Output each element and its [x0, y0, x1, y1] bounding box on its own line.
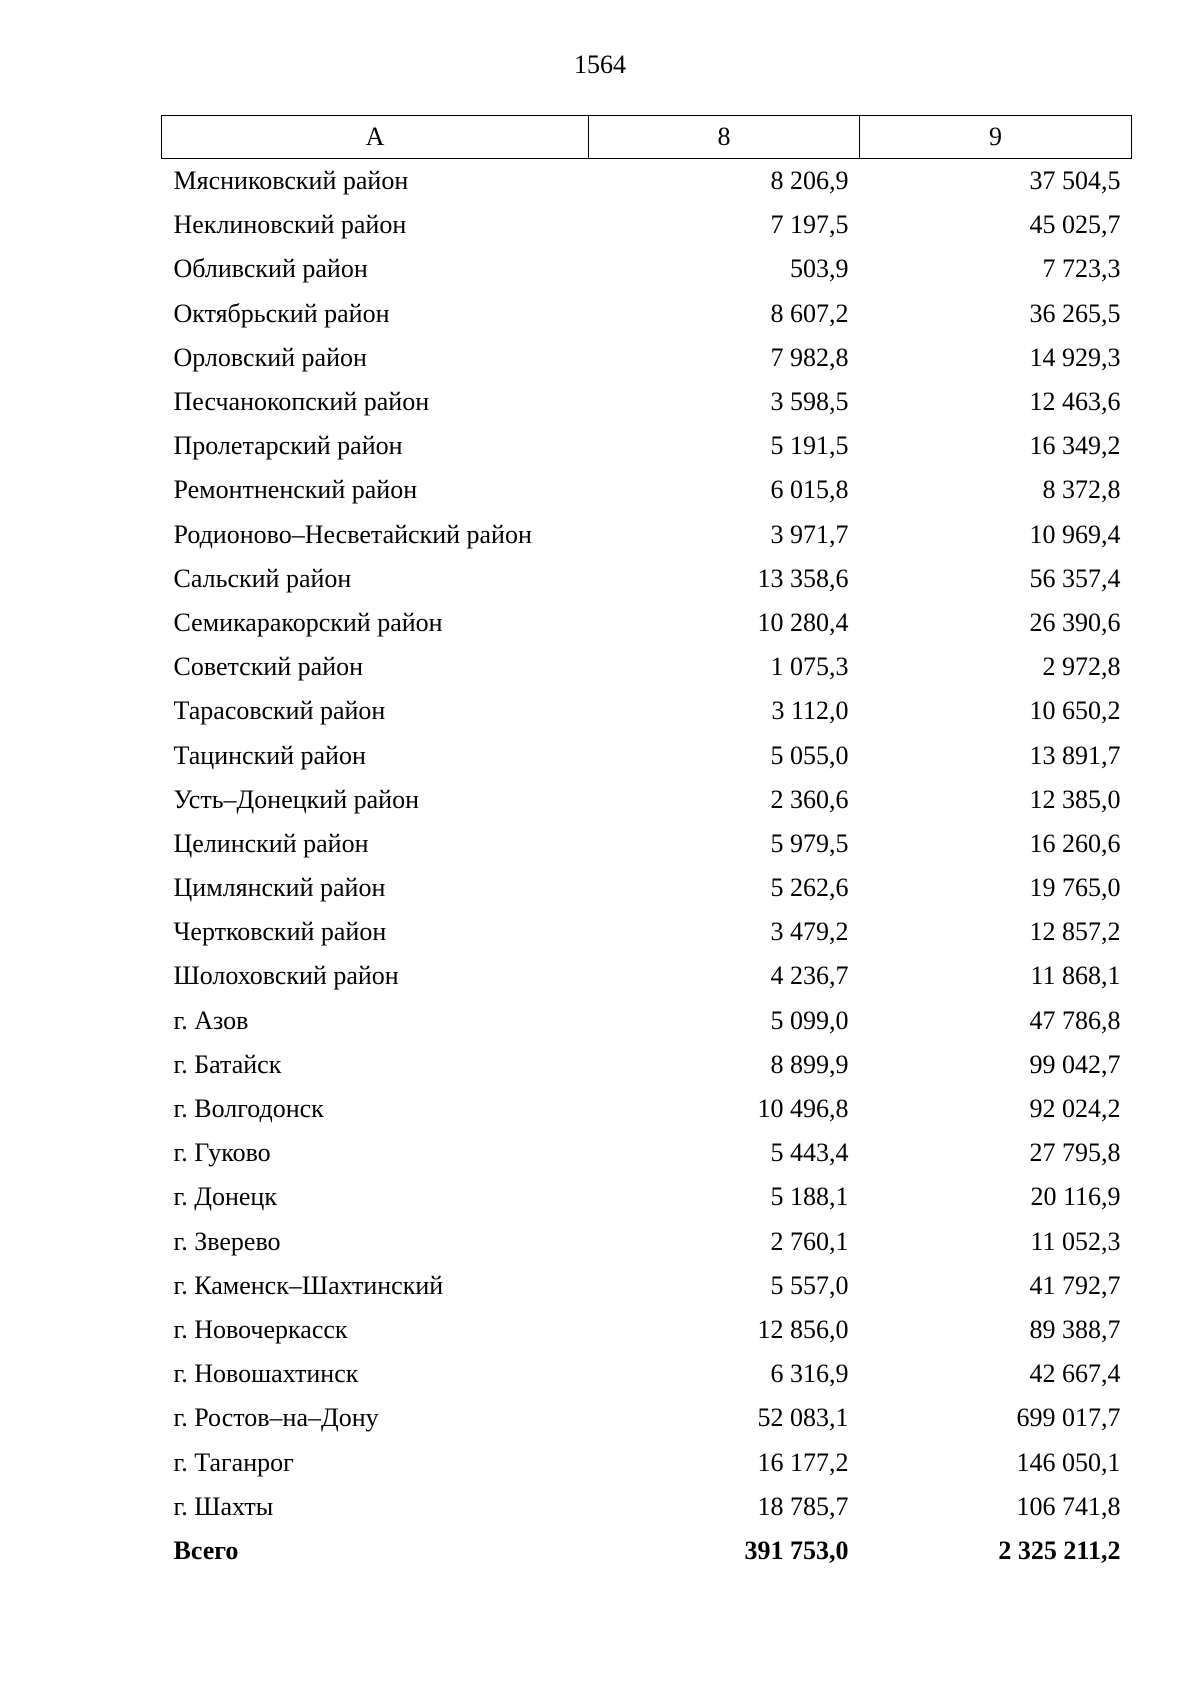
header-row [162, 116, 1132, 159]
row-value-col9: 13 891,7 [1029, 740, 1121, 770]
row-value-col8: 1 075,3 [770, 652, 849, 682]
row-name: Ремонтненский район [173, 475, 418, 505]
table-row [162, 1308, 1132, 1352]
row-value-col9: 10 650,2 [1029, 696, 1121, 726]
row-value-col8: 5 055,0 [770, 740, 849, 770]
row-value-col9: 12 857,2 [1029, 917, 1121, 947]
table-row [162, 1396, 1132, 1440]
row-value-col9: 42 667,4 [1029, 1359, 1121, 1389]
row-value-col9: 20 116,9 [1030, 1182, 1121, 1212]
table-row [162, 380, 1132, 424]
row-value-col9: 92 024,2 [1029, 1094, 1121, 1124]
row-value-col9: 2 972,8 [1042, 652, 1121, 682]
row-value-col8: 7 982,8 [770, 342, 849, 372]
row-name: Советский район [173, 652, 364, 682]
row-name: Цимлянский район [173, 873, 386, 903]
row-value-col8: 3 598,5 [770, 387, 849, 417]
row-value-col9: 12 463,6 [1029, 387, 1121, 417]
row-value-col8: 52 083,1 [757, 1403, 849, 1433]
row-value-col9: 47 786,8 [1029, 1005, 1121, 1035]
table-body [162, 159, 1132, 1574]
row-name: Усть–Донецкий район [173, 784, 419, 814]
table-row [162, 778, 1132, 822]
row-name: Целинский район [173, 828, 369, 858]
table-row [162, 1131, 1132, 1175]
table-row [162, 601, 1132, 645]
row-value-col9: 8 372,8 [1042, 475, 1121, 505]
row-value-col8: 4 236,7 [770, 961, 849, 991]
header-cell-9: 9 [860, 116, 1132, 159]
row-value-col9: 16 260,6 [1029, 828, 1121, 858]
table-row [162, 424, 1132, 468]
row-value-col9: 14 929,3 [1029, 342, 1121, 372]
row-value-col9: 36 265,5 [1029, 298, 1121, 328]
row-value-col9: 11 868,1 [1030, 961, 1121, 991]
row-name: г. Азов [173, 1005, 249, 1035]
table-header [162, 116, 1132, 159]
table-row [162, 999, 1132, 1043]
row-value-col8: 8 607,2 [770, 298, 849, 328]
row-name: Тарасовский район [173, 696, 386, 726]
row-value-col8: 503,9 [790, 254, 849, 284]
row-value-col9: 699 017,7 [1016, 1403, 1121, 1433]
header-cell-8: 8 [589, 116, 860, 159]
row-value-col8: 2 760,1 [770, 1226, 849, 1256]
table-row [162, 733, 1132, 777]
row-value-col8: 18 785,7 [757, 1491, 849, 1521]
row-name: Сальский район [173, 563, 352, 593]
row-value-col8: 3 479,2 [770, 917, 849, 947]
row-name: Неклиновский район [173, 210, 407, 240]
row-value-col8: 13 358,6 [757, 563, 849, 593]
row-value-col8: 3 971,7 [770, 519, 849, 549]
row-value-col8: 5 262,6 [770, 873, 849, 903]
table-row [162, 557, 1132, 601]
table-row [162, 1264, 1132, 1308]
row-value-col8: 5 099,0 [770, 1005, 849, 1035]
row-name: г. Батайск [173, 1049, 282, 1079]
row-value-col9: 11 052,3 [1030, 1226, 1121, 1256]
row-name: г. Донецк [173, 1182, 277, 1212]
row-value-col9: 89 388,7 [1029, 1314, 1121, 1344]
table-row [162, 954, 1132, 998]
row-value-col8: 10 280,4 [757, 607, 849, 637]
table-row [162, 645, 1132, 689]
table-row [162, 203, 1132, 247]
row-value-col9: 26 390,6 [1029, 607, 1121, 637]
page-number: 1564 [574, 50, 626, 79]
budget-table [161, 115, 1132, 1573]
row-value-col8: 7 197,5 [770, 210, 849, 240]
row-name: г. Гуково [173, 1138, 271, 1168]
row-name: г. Волгодонск [173, 1094, 324, 1124]
row-value-col9: 45 025,7 [1029, 210, 1121, 240]
row-value-col8: 5 191,5 [770, 431, 849, 461]
total-label: Всего [173, 1535, 239, 1565]
table-row [162, 689, 1132, 733]
row-value-col8: 8 206,9 [770, 166, 849, 196]
total-value-col8: 391 753,0 [744, 1535, 849, 1565]
table-row [162, 336, 1132, 380]
row-name: Песчанокопский район [173, 387, 430, 417]
table-row [162, 1043, 1132, 1087]
row-value-col8: 5 188,1 [770, 1182, 849, 1212]
row-value-col9: 19 765,0 [1029, 873, 1121, 903]
row-name: г. Новошахтинск [173, 1359, 359, 1389]
row-value-col9: 10 969,4 [1029, 519, 1121, 549]
row-name: г. Новочеркасск [173, 1314, 348, 1344]
total-value-col9: 2 325 211,2 [998, 1535, 1121, 1565]
row-value-col9: 12 385,0 [1029, 784, 1121, 814]
row-value-col8: 5 979,5 [770, 828, 849, 858]
table-row [162, 1087, 1132, 1131]
row-name: г. Таганрог [173, 1447, 294, 1477]
row-name: г. Каменск–Шахтинский [173, 1270, 444, 1300]
row-value-col9: 106 741,8 [1016, 1491, 1121, 1521]
row-value-col9: 99 042,7 [1029, 1049, 1121, 1079]
row-name: Семикаракорский район [173, 607, 443, 637]
table-row [162, 866, 1132, 910]
row-value-col9: 37 504,5 [1029, 166, 1121, 196]
row-value-col9: 27 795,8 [1029, 1138, 1121, 1168]
table-row [162, 1352, 1132, 1396]
table-row [162, 1485, 1132, 1529]
table-row [162, 1175, 1132, 1219]
row-name: Тацинский район [173, 740, 366, 770]
row-name: Орловский район [173, 342, 367, 372]
row-name: Пролетарский район [173, 431, 403, 461]
table-row [162, 1440, 1132, 1484]
row-value-col9: 41 792,7 [1029, 1270, 1121, 1300]
row-value-col8: 12 856,0 [757, 1314, 849, 1344]
row-name: Чертковский район [173, 917, 387, 947]
table-row [162, 1220, 1132, 1264]
row-value-col8: 16 177,2 [757, 1447, 849, 1477]
row-value-col8: 2 360,6 [770, 784, 849, 814]
row-name: г. Шахты [173, 1491, 274, 1521]
row-value-col8: 6 015,8 [770, 475, 849, 505]
row-name: г. Ростов–на–Дону [173, 1403, 379, 1433]
row-value-col9: 7 723,3 [1042, 254, 1121, 284]
row-value-col8: 3 112,0 [771, 696, 849, 726]
row-value-col8: 8 899,9 [770, 1049, 849, 1079]
table-row [162, 247, 1132, 291]
table-row [162, 159, 1132, 204]
row-name: г. Зверево [173, 1226, 281, 1256]
table-row [162, 822, 1132, 866]
row-value-col9: 16 349,2 [1029, 431, 1121, 461]
row-value-col8: 5 443,4 [770, 1138, 849, 1168]
table-row [162, 513, 1132, 557]
table-row [162, 292, 1132, 336]
row-value-col9: 56 357,4 [1029, 563, 1121, 593]
row-name: Шолоховский район [173, 961, 399, 991]
header-cell-a: А [162, 116, 589, 159]
row-name: Октябрьский район [173, 298, 390, 328]
row-name: Мясниковский район [173, 166, 409, 196]
row-value-col8: 6 316,9 [770, 1359, 849, 1389]
table-row [162, 468, 1132, 512]
row-name: Обливский район [173, 254, 368, 284]
total-row [162, 1529, 1132, 1573]
row-value-col8: 10 496,8 [757, 1094, 849, 1124]
row-value-col9: 146 050,1 [1016, 1447, 1121, 1477]
row-name: Родионово–Несветайский район [173, 519, 532, 549]
table-row [162, 910, 1132, 954]
row-value-col8: 5 557,0 [770, 1270, 849, 1300]
